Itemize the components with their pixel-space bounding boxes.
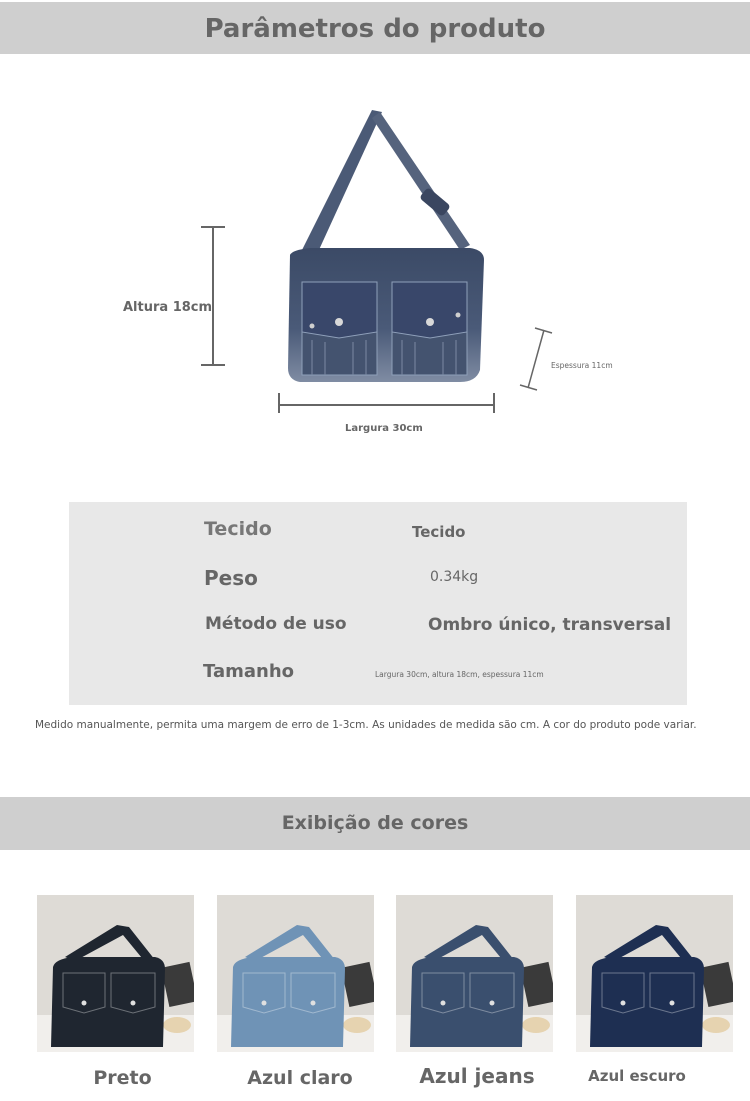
height-label: Altura 18cm xyxy=(123,300,213,315)
spec-value-size: Largura 30cm, altura 18cm, espessura 11cm xyxy=(375,670,544,679)
spec-label-usage: Método de uso xyxy=(205,614,347,634)
color-swatch-dark-blue[interactable] xyxy=(576,895,733,1052)
thickness-dimension-line xyxy=(518,325,554,395)
spec-label-size: Tamanho xyxy=(203,661,295,682)
measurement-note: Medido manualmente, permita uma margem de erro de 1-3cm. As unidades de medida são cm. A cor do produto pode variar. xyxy=(35,719,697,731)
color-swatch-light-blue[interactable] xyxy=(217,895,374,1052)
width-dimension-cap-right xyxy=(493,393,495,413)
height-dimension-cap-top xyxy=(201,226,225,228)
spec-label-weight: Peso xyxy=(204,566,258,590)
width-label: Largura 30cm xyxy=(345,423,423,434)
colors-section-title: Exibição de cores xyxy=(281,812,469,834)
height-dimension-cap-bottom xyxy=(201,364,225,366)
spec-value-fabric: Tecido xyxy=(412,523,466,541)
color-swatch-jeans-blue[interactable] xyxy=(396,895,553,1052)
height-dimension-line xyxy=(212,227,214,365)
section-banner-parameters xyxy=(0,2,750,54)
product-image xyxy=(280,100,495,390)
section-banner-colors xyxy=(0,797,750,850)
spec-value-weight: 0.34kg xyxy=(430,569,479,585)
spec-label-fabric: Tecido xyxy=(204,518,272,540)
page-title: Parâmetros do produto xyxy=(204,14,546,44)
color-name-dark-blue: Azul escuro xyxy=(588,1067,686,1085)
thickness-label: Espessura 11cm xyxy=(551,361,613,370)
color-name-black: Preto xyxy=(93,1067,152,1089)
color-swatch-black[interactable] xyxy=(37,895,194,1052)
width-dimension-line xyxy=(279,404,494,406)
color-name-jeans-blue: Azul jeans xyxy=(419,1064,535,1088)
width-dimension-cap-left xyxy=(278,393,280,413)
spec-value-usage: Ombro único, transversal xyxy=(428,615,672,635)
color-name-light-blue: Azul claro xyxy=(247,1067,353,1089)
spec-table xyxy=(69,502,687,705)
